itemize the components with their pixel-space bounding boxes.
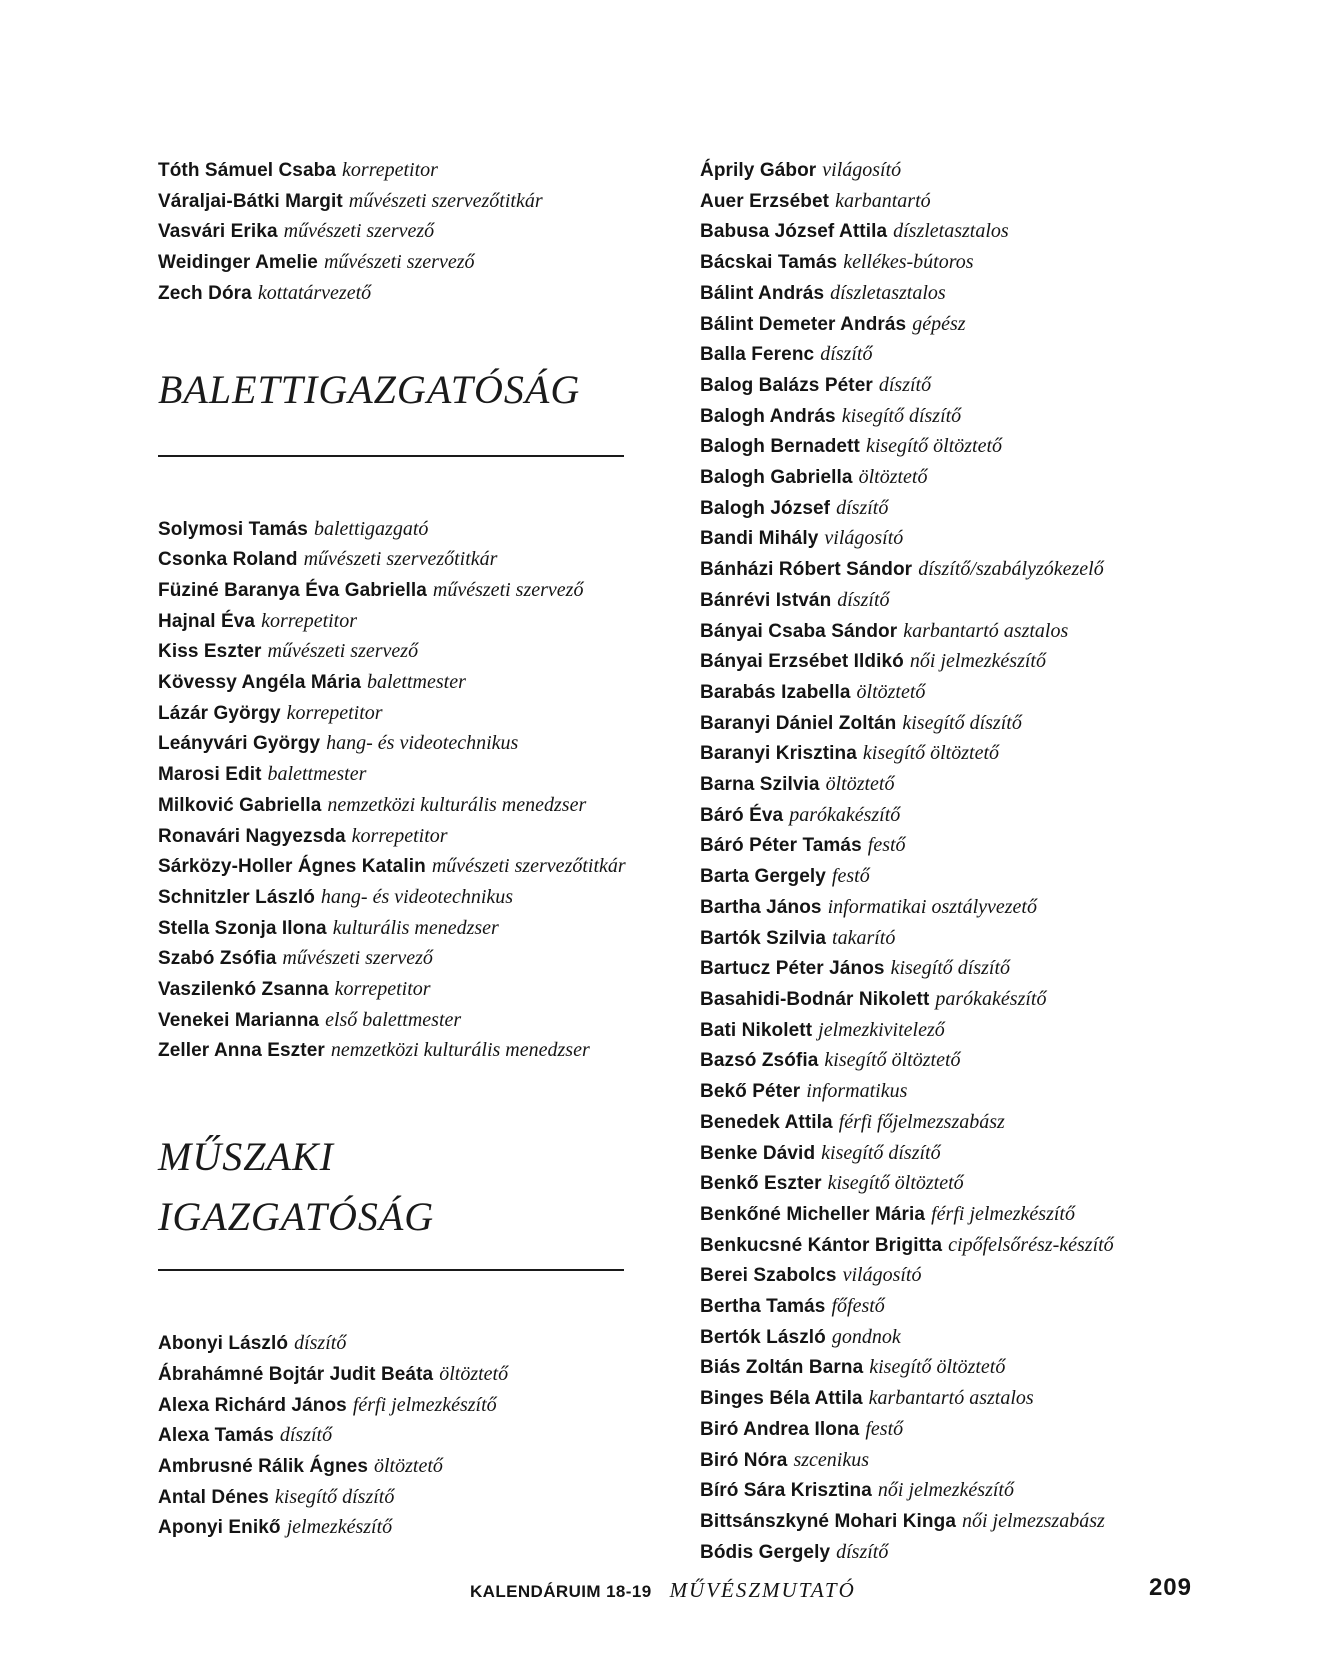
person-entry [700, 1507, 1200, 1538]
person-role: öltöztető [858, 466, 928, 489]
person-name: Bartucz Péter János [700, 958, 885, 980]
person-name: Leányvári György [158, 733, 321, 755]
person-name: Biás Zoltán Barna [700, 1357, 864, 1379]
person-entry [158, 914, 628, 945]
person-entry [700, 1046, 1200, 1077]
person-entry [700, 402, 1200, 433]
person-name: Balogh András [700, 405, 836, 427]
person-role: művészeti szervező [432, 578, 584, 601]
person-name: Balog Balázs Péter [700, 374, 873, 396]
person-entry [158, 975, 628, 1006]
person-entry [158, 1006, 628, 1037]
right-entries-list [700, 156, 1200, 1568]
person-role: hang- és videotechnikus [320, 885, 514, 908]
person-role: karbantartó [835, 189, 931, 212]
person-name: Schnitzler László [158, 886, 315, 908]
person-name: Ábrahámné Bojtár Judit Beáta [158, 1363, 434, 1385]
person-entry [158, 515, 628, 546]
person-role: nemzetközi kulturális menedzser [330, 1039, 590, 1062]
person-name: Aponyi Enikő [158, 1517, 281, 1539]
person-role: díszítő [820, 343, 873, 366]
person-entry [700, 432, 1200, 463]
person-role: díszítő [836, 1540, 889, 1563]
person-entry [158, 248, 628, 279]
person-entry [158, 699, 628, 730]
section-divider [158, 455, 624, 457]
person-name: Bertha Tamás [700, 1296, 826, 1318]
person-name: Antal Dénes [158, 1486, 269, 1508]
person-entry [700, 1077, 1200, 1108]
person-name: Balla Ferenc [700, 344, 815, 366]
person-entry [158, 1360, 628, 1391]
person-role: világosító [822, 159, 902, 181]
person-name: Hajnal Éva [158, 610, 256, 632]
person-name: Biró Nóra [700, 1449, 788, 1471]
person-role: női jelmezkészítő [877, 1479, 1014, 1502]
person-role: kulturális menedzser [332, 916, 499, 939]
person-name: Balogh József [700, 497, 831, 519]
person-entry [700, 1446, 1200, 1477]
person-name: Csonka Roland [158, 549, 298, 571]
person-entry [700, 1231, 1200, 1262]
person-name: Bódis Gergely [700, 1541, 831, 1563]
person-entry [158, 156, 628, 187]
footer-section-label: MŰVÉSZMUTATÓ [669, 1578, 856, 1602]
person-entry [158, 1452, 628, 1483]
person-role: korrepetitor [351, 824, 448, 847]
person-entry [700, 524, 1200, 555]
person-entry [158, 637, 628, 668]
section-heading-balettigazgatosag: BALETTIGAZGATÓSÁG [158, 366, 581, 412]
person-name: Balogh Gabriella [700, 467, 853, 489]
person-role: művészeti szervező [267, 640, 419, 663]
person-name: Bányai Erzsébet Ildikó [700, 651, 904, 673]
person-role: informatikai osztályvezető [827, 895, 1037, 918]
person-entry [700, 831, 1200, 862]
person-role: kisegítő díszítő [902, 711, 1022, 734]
person-entry [700, 1292, 1200, 1323]
person-entry [700, 1384, 1200, 1415]
person-entry [700, 1108, 1200, 1139]
person-entry [700, 617, 1200, 648]
person-entry [700, 1476, 1200, 1507]
person-name: Bartha János [700, 896, 822, 918]
person-role: női jelmezkészítő [909, 650, 1046, 673]
person-entry [158, 1421, 628, 1452]
person-role: kisegítő díszítő [821, 1141, 941, 1164]
person-role: öltöztető [439, 1362, 509, 1385]
person-role: világosító [842, 1264, 922, 1287]
person-name: Barta Gergely [700, 866, 826, 888]
person-name: Bálint András [700, 282, 825, 304]
person-name: Barna Szilvia [700, 774, 820, 796]
person-entry [158, 607, 628, 638]
person-role: korrepetitor [342, 159, 438, 181]
person-role: szcenikus [793, 1448, 870, 1471]
person-entry [700, 156, 1200, 187]
person-name: Báró Péter Tamás [700, 835, 862, 857]
person-entry [700, 1016, 1200, 1047]
person-name: Bácskai Tamás [700, 252, 838, 274]
muszaki-entries-list [158, 1329, 628, 1544]
person-name: Bertók László [700, 1326, 826, 1348]
person-name: Benkő Eszter [700, 1173, 822, 1195]
person-entry [700, 893, 1200, 924]
person-role: kisegítő díszítő [841, 404, 962, 427]
page-footer [0, 1574, 1331, 1618]
person-entry [700, 1200, 1200, 1231]
section-divider [158, 1269, 624, 1271]
person-entry [700, 1323, 1200, 1354]
person-name: Bazsó Zsófia [700, 1050, 819, 1072]
person-role: balettmester [367, 671, 466, 694]
person-name: Auer Erzsébet [700, 190, 830, 212]
person-name: Binges Béla Attila [700, 1388, 863, 1410]
person-role: női jelmezszabász [961, 1509, 1105, 1532]
person-name: Ronavári Nagyezsda [158, 825, 346, 847]
person-entry [158, 944, 628, 975]
person-entry [700, 1169, 1200, 1200]
person-role: gépész [912, 312, 966, 335]
person-entry [700, 1415, 1200, 1446]
person-role: kisegítő öltöztető [862, 742, 1000, 765]
person-name: Barabás Izabella [700, 681, 851, 703]
person-role: jelmezkészítő [286, 1516, 393, 1539]
person-entry [158, 1391, 628, 1422]
person-role: díszletasztalos [893, 220, 1009, 243]
balett-entries-list [158, 515, 628, 1068]
person-role: öltöztető [825, 773, 895, 796]
person-name: Stella Szonja Ilona [158, 917, 327, 939]
person-name: Abonyi László [158, 1333, 289, 1355]
person-role: kisegítő díszítő [890, 957, 1011, 980]
person-entry [700, 985, 1200, 1016]
person-role: karbantartó asztalos [903, 619, 1069, 642]
person-name: Bandi Mihály [700, 528, 819, 550]
person-role: díszletasztalos [830, 281, 946, 304]
person-entry [700, 248, 1200, 279]
person-role: művészeti szervező [282, 947, 433, 970]
person-name: Lázár György [158, 702, 281, 724]
person-entry [158, 1036, 628, 1067]
intro-entries-list [158, 156, 628, 310]
person-entry [700, 371, 1200, 402]
person-role: balettmester [267, 763, 367, 786]
person-entry [700, 340, 1200, 371]
person-role: díszítő [294, 1332, 347, 1355]
person-role: férfi jelmezkészítő [931, 1202, 1075, 1225]
person-entry [158, 187, 628, 218]
person-role: cipőfelsőrész-készítő [948, 1233, 1114, 1256]
person-entry [700, 310, 1200, 341]
person-role: festő [865, 1417, 904, 1440]
person-name: Benkőné Micheller Mária [700, 1203, 926, 1225]
person-name: Berei Szabolcs [700, 1265, 837, 1287]
person-name: Basahidi-Bodnár Nikolett [700, 988, 930, 1010]
person-role: díszítő/szabályzókezelő [918, 558, 1104, 581]
person-name: Zech Dóra [158, 282, 252, 304]
person-entry [158, 791, 628, 822]
person-entry [700, 1538, 1200, 1569]
person-name: Bati Nikolett [700, 1019, 813, 1041]
person-role: művészeti szervezőtitkár [431, 855, 626, 878]
person-name: Tóth Sámuel Csaba [158, 160, 337, 181]
person-name: Kövessy Angéla Mária [158, 672, 361, 694]
person-entry [700, 187, 1200, 218]
person-entry [158, 668, 628, 699]
person-name: Bekő Péter [700, 1081, 801, 1103]
person-entry [158, 217, 628, 248]
person-name: Váraljai-Bátki Margit [158, 190, 343, 212]
person-role: díszítő [279, 1424, 333, 1447]
footer-edition-label: KALENDÁRUIM 18-19 [470, 1582, 652, 1601]
person-name: Balogh Bernadett [700, 436, 860, 458]
person-name: Bittsánszkyné Mohari Kinga [700, 1510, 956, 1532]
person-role: kellékes-bútoros [843, 251, 974, 274]
person-name: Venekei Marianna [158, 1009, 320, 1031]
person-role: művészeti szervezőtitkár [348, 189, 543, 212]
person-name: Benke Dávid [700, 1142, 816, 1164]
person-role: férfi főjelmezszabász [838, 1110, 1005, 1133]
person-entry [158, 576, 628, 607]
person-role: korrepetitor [261, 609, 358, 632]
person-entry [700, 279, 1200, 310]
person-role: kisegítő öltöztető [869, 1356, 1006, 1379]
person-role: művészeti szervező [283, 220, 435, 243]
person-entry [700, 770, 1200, 801]
person-role: öltöztető [856, 680, 926, 703]
person-role: világosító [824, 527, 904, 550]
person-entry [700, 739, 1200, 770]
person-entry [158, 279, 628, 310]
person-entry [700, 801, 1200, 832]
person-name: Biró Andrea Ilona [700, 1418, 860, 1440]
person-name: Baranyi Krisztina [700, 743, 857, 765]
person-role: kisegítő öltöztető [827, 1172, 964, 1195]
person-name: Kiss Eszter [158, 641, 262, 663]
person-role: parókakészítő [935, 987, 1047, 1010]
person-entry [700, 1261, 1200, 1292]
person-entry [700, 678, 1200, 709]
person-role: festő [867, 834, 906, 857]
person-name: Bíró Sára Krisztina [700, 1480, 872, 1502]
person-entry [158, 545, 628, 576]
person-name: Zeller Anna Eszter [158, 1040, 325, 1062]
person-name: Vasvári Erika [158, 221, 278, 243]
person-role: karbantartó asztalos [868, 1387, 1034, 1410]
person-role: informatikus [806, 1080, 908, 1103]
person-name: Alexa Richárd János [158, 1394, 347, 1416]
person-name: Báró Éva [700, 804, 784, 826]
person-name: Milković Gabriella [158, 794, 322, 816]
person-entry [700, 463, 1200, 494]
person-role: gondnok [831, 1325, 901, 1348]
person-role: balettigazgató [313, 517, 429, 540]
person-name: Szabó Zsófia [158, 948, 277, 970]
person-entry [158, 852, 628, 883]
person-role: első balettmester [325, 1008, 462, 1031]
person-role: hang- és videotechnikus [326, 732, 519, 755]
person-role: nemzetközi kulturális menedzser [327, 793, 587, 816]
person-role: díszítő [837, 588, 890, 611]
person-entry [700, 555, 1200, 586]
person-name: Vaszilenkó Zsanna [158, 979, 329, 1001]
person-role: művészeti szervezőtitkár [303, 548, 498, 571]
person-entry [700, 862, 1200, 893]
person-entry [700, 586, 1200, 617]
person-name: Bánrévi István [700, 589, 832, 611]
person-entry [158, 1513, 628, 1544]
person-role: férfi jelmezkészítő [352, 1393, 497, 1416]
person-name: Marosi Edit [158, 764, 262, 786]
person-name: Füziné Baranya Éva Gabriella [158, 579, 427, 601]
person-name: Benkucsné Kántor Brigitta [700, 1234, 943, 1256]
person-role: korrepetitor [286, 701, 383, 724]
person-name: Baranyi Dániel Zoltán [700, 712, 897, 734]
page-number: 209 [1148, 1574, 1192, 1601]
person-name: Alexa Tamás [158, 1425, 274, 1447]
person-entry [700, 494, 1200, 525]
person-entry [700, 217, 1200, 248]
person-name: Ambrusné Rálik Ágnes [158, 1455, 368, 1477]
person-name: Babusa József Attila [700, 221, 888, 243]
person-entry [700, 1139, 1200, 1170]
person-entry [158, 822, 628, 853]
person-name: Solymosi Tamás [158, 518, 308, 540]
person-name: Áprily Gábor [700, 160, 817, 181]
person-role: művészeti szervező [323, 251, 475, 274]
person-name: Weidinger Amelie [158, 252, 318, 274]
person-entry [700, 647, 1200, 678]
person-role: parókakészítő [789, 803, 901, 826]
left-column [158, 156, 628, 1544]
person-role: kisegítő díszítő [274, 1485, 395, 1508]
person-entry [158, 760, 628, 791]
person-entry [158, 1329, 628, 1360]
section-heading-muszaki-igazgatosag: MŰSZAKI IGAZGATÓSÁG [158, 1134, 435, 1240]
person-role: díszítő [878, 373, 932, 396]
person-role: kisegítő öltöztető [824, 1049, 961, 1072]
person-role: jelmezkivitelező [818, 1018, 945, 1041]
person-name: Bánházi Róbert Sándor [700, 559, 913, 581]
person-role: kottatárvezető [257, 281, 372, 304]
person-role: főfestő [831, 1295, 885, 1318]
person-role: takarító [832, 926, 896, 949]
person-entry [700, 1353, 1200, 1384]
right-column [700, 156, 1200, 1568]
person-entry [700, 709, 1200, 740]
footer-running-title [470, 1578, 856, 1603]
person-entry [700, 924, 1200, 955]
person-entry [158, 729, 628, 760]
person-name: Sárközy-Holler Ágnes Katalin [158, 856, 426, 878]
person-name: Bányai Csaba Sándor [700, 620, 898, 642]
person-role: korrepetitor [334, 978, 431, 1001]
person-role: festő [831, 865, 870, 888]
person-name: Bálint Demeter András [700, 313, 907, 335]
person-role: kisegítő öltöztető [865, 435, 1003, 458]
person-role: díszítő [836, 496, 889, 519]
person-name: Benedek Attila [700, 1111, 833, 1133]
person-entry [700, 954, 1200, 985]
person-name: Bartók Szilvia [700, 927, 827, 949]
person-entry [158, 883, 628, 914]
person-entry [158, 1483, 628, 1514]
person-role: öltöztető [374, 1454, 443, 1477]
